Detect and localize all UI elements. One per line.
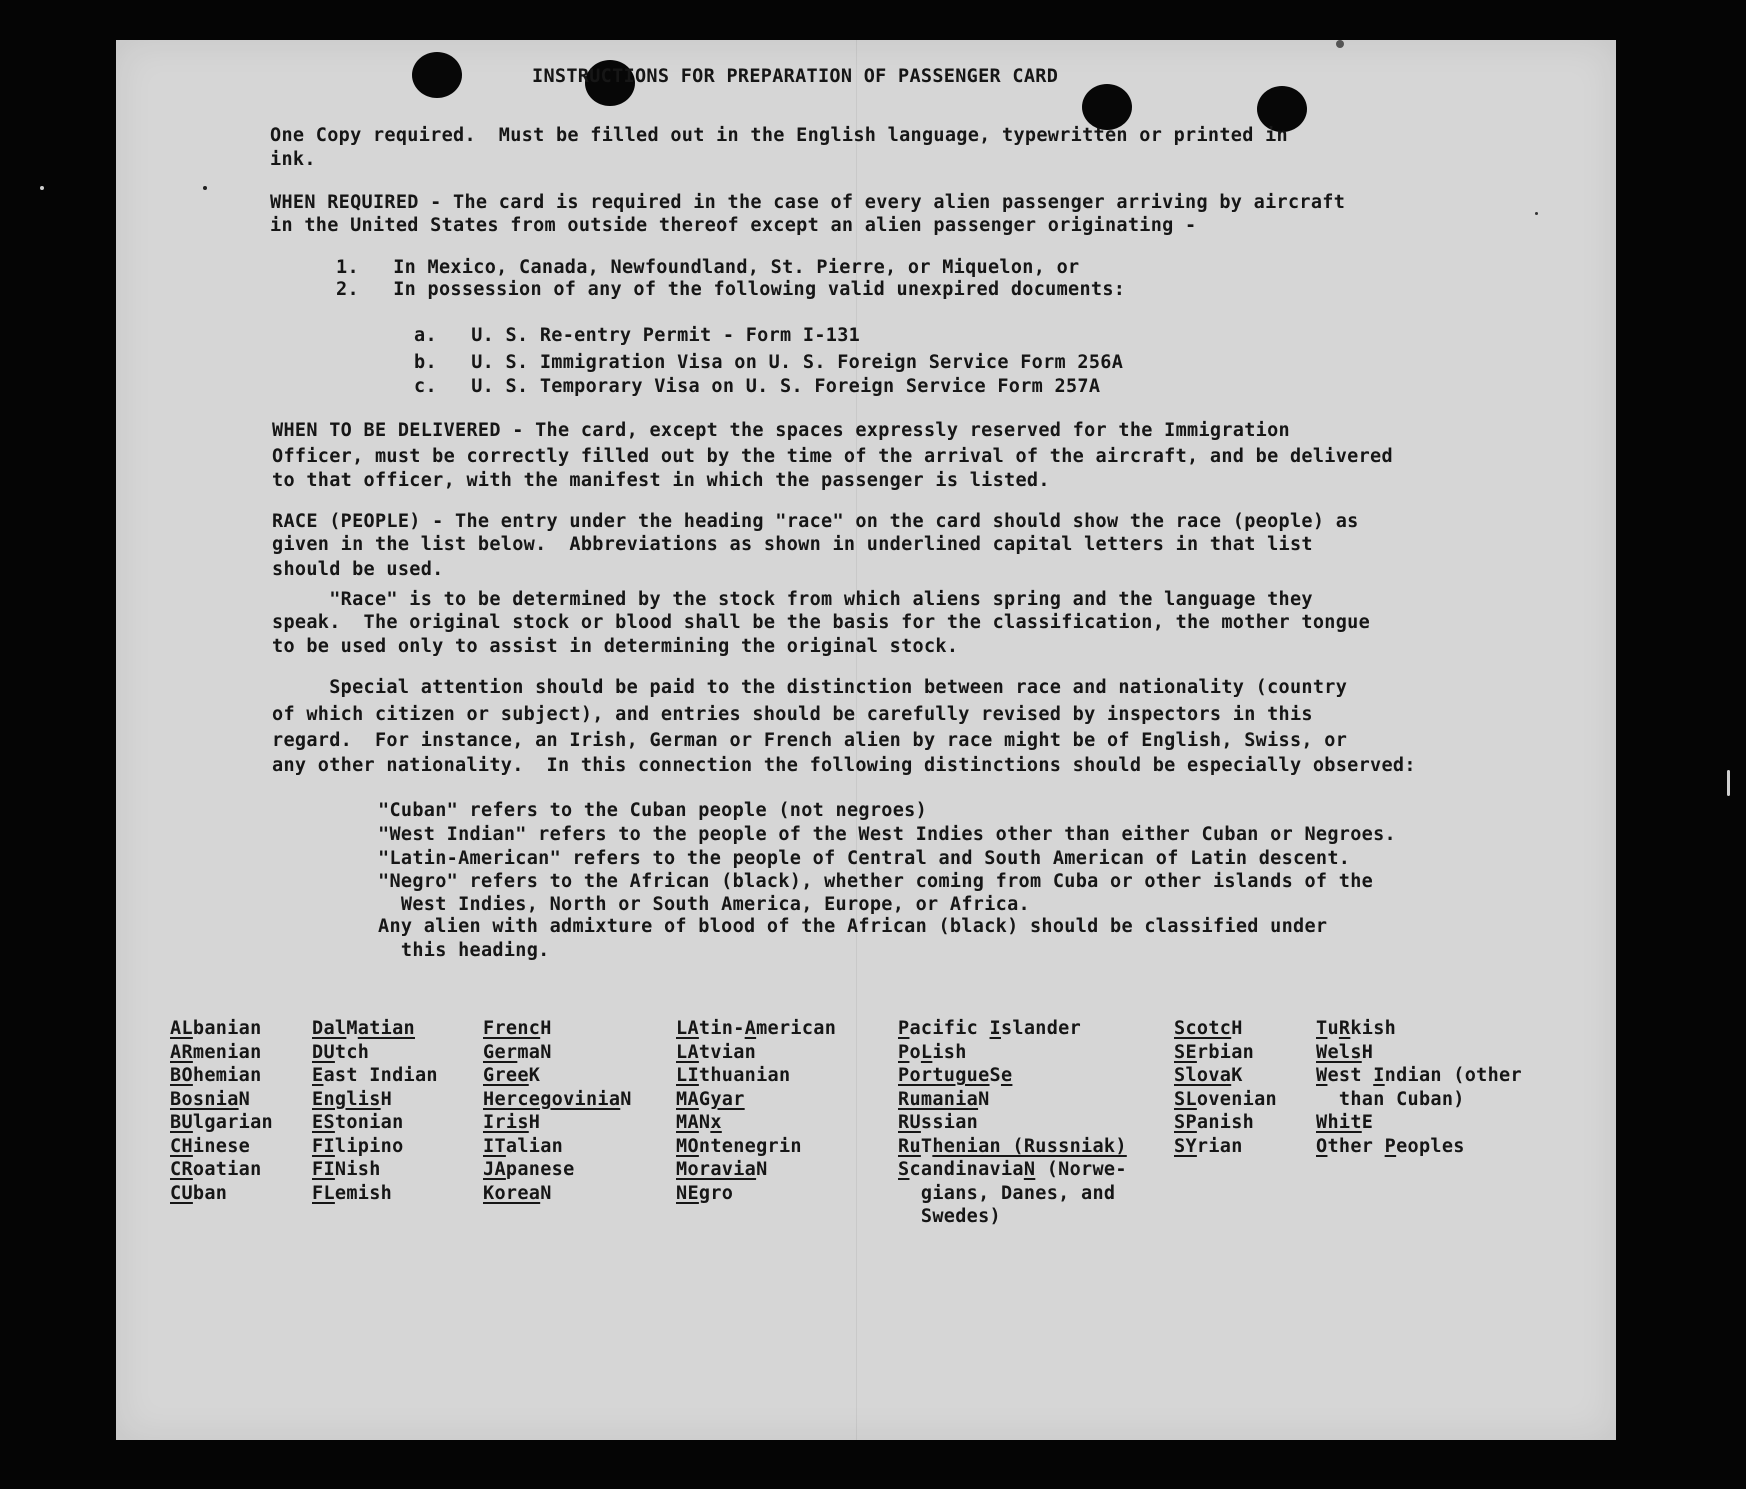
- distinction-line: "West Indian" refers to the people of the West Indies other than either Cuban or Negroes.: [378, 824, 1396, 845]
- race-entry: [483, 1135, 632, 1159]
- speck: [1336, 40, 1344, 48]
- race-abbreviation: A: [744, 1018, 757, 1039]
- delivered-line: WHEN TO BE DELIVERED - The card, except the spaces expressly reserved for the Immigration: [272, 420, 1290, 441]
- race-text: tonian: [334, 1112, 404, 1133]
- race-abbreviation: Scotc: [1174, 1018, 1232, 1039]
- race-entry: [676, 1017, 836, 1041]
- race-entry: [1174, 1064, 1277, 1088]
- race-abbreviation: Gree: [483, 1065, 529, 1086]
- race-abbreviation: Englis: [312, 1088, 381, 1110]
- race-entry: [170, 1088, 273, 1112]
- speck: [1535, 212, 1538, 215]
- race-entry: [1174, 1041, 1277, 1065]
- race-text: than Cuban): [1316, 1088, 1465, 1110]
- race-text: H: [380, 1088, 393, 1110]
- race-text: H: [1231, 1018, 1243, 1039]
- race-abbreviation: yar: [710, 1088, 745, 1110]
- race-entry: [170, 1064, 273, 1088]
- distinction-line: West Indies, North or South America, Europe, or Africa.: [378, 894, 1030, 915]
- race-entry: [312, 1064, 438, 1088]
- distinction-line: Any alien with admixture of blood of the African (black) should be classified under: [378, 916, 1328, 937]
- race-text: ther: [1327, 1135, 1385, 1157]
- special-attention-line: regard. For instance, an Irish, German or French alien by race might be of English, Swiss, or: [272, 730, 1348, 751]
- race-text: Nish: [334, 1159, 381, 1180]
- race-entry: [898, 1135, 1127, 1159]
- race-entry: [676, 1064, 836, 1088]
- race-text: tin-: [698, 1018, 745, 1039]
- race-entry: [312, 1158, 438, 1182]
- race-text: N: [540, 1182, 552, 1204]
- race-entry: [483, 1041, 632, 1065]
- lettered-item: c. U. S. Temporary Visa on U. S. Foreign Service Form 257A: [414, 376, 1101, 397]
- race-abbreviation: R: [1338, 1018, 1351, 1039]
- race-abbreviation: Ger: [483, 1041, 518, 1063]
- special-attention-line: any other nationality. In this connection the following distinctions should be especially observed:: [272, 755, 1416, 776]
- race-text: maN: [517, 1041, 552, 1063]
- numbered-item: 2. In possession of any of the following valid unexpired documents:: [336, 279, 1126, 300]
- race-text: thuanian: [698, 1065, 791, 1086]
- race-abbreviation: SL: [1174, 1088, 1197, 1110]
- race-abbreviation: S: [898, 1159, 910, 1180]
- race-definition-line: "Race" is to be determined by the stock from which aliens spring and the language they: [272, 589, 1313, 610]
- race-entry: [898, 1111, 1127, 1135]
- race-abbreviation: FI: [312, 1135, 335, 1157]
- race-text: ssian: [920, 1112, 979, 1133]
- race-text: emish: [334, 1182, 393, 1204]
- race-entry: [1316, 1041, 1522, 1065]
- copy-line: One Copy required. Must be filled out in the English language, typewritten or printed in: [270, 125, 1288, 146]
- punch-hole: [412, 52, 462, 98]
- race-entry: [170, 1158, 273, 1182]
- race-text: tch: [334, 1041, 370, 1063]
- race-text: T: [920, 1135, 933, 1157]
- race-text: lgarian: [192, 1112, 273, 1133]
- race-line: given in the list below. Abbreviations as shown in underlined capital letters in that list: [272, 534, 1313, 555]
- race-abbreviation: ES: [312, 1112, 335, 1133]
- race-text: N: [698, 1112, 711, 1133]
- race-text: ovenian: [1196, 1088, 1277, 1110]
- race-abbreviation: N: [1023, 1159, 1036, 1180]
- race-entry: [483, 1182, 632, 1206]
- speck: [40, 186, 44, 190]
- special-attention-line: of which citizen or subject), and entries should be carefully revised by inspectors in this: [272, 704, 1313, 725]
- race-abbreviation: O: [1316, 1135, 1328, 1157]
- race-text: banian: [192, 1018, 262, 1039]
- race-entry: [676, 1135, 836, 1159]
- race-abbreviation: I: [989, 1018, 1001, 1039]
- race-text: N: [238, 1088, 251, 1110]
- race-text: alian: [505, 1135, 564, 1157]
- race-entry: [1316, 1017, 1522, 1041]
- race-abbreviation: W: [1316, 1065, 1328, 1086]
- race-abbreviation: Portugue: [898, 1065, 990, 1086]
- race-abbreviation: BU: [170, 1112, 193, 1133]
- race-abbreviation: LA: [676, 1018, 699, 1039]
- delivered-line: Officer, must be correctly filled out by the time of the arrival of the aircraft, and be delivered: [272, 446, 1393, 467]
- race-abbreviation: Hercegovinia: [483, 1088, 621, 1110]
- race-text: panese: [505, 1159, 575, 1180]
- race-column: [1316, 1017, 1522, 1158]
- race-column: [170, 1017, 273, 1205]
- race-entry: [1316, 1135, 1522, 1159]
- race-column: [676, 1017, 836, 1205]
- race-entry: [676, 1158, 836, 1182]
- race-abbreviation: atian: [357, 1018, 415, 1039]
- race-entry: [483, 1158, 632, 1182]
- race-abbreviation: e: [1000, 1065, 1013, 1086]
- race-entry: [1174, 1088, 1277, 1112]
- race-entry: [483, 1017, 632, 1041]
- race-text: gro: [698, 1182, 734, 1204]
- race-abbreviation: Slova: [1174, 1065, 1232, 1086]
- race-entry: [170, 1111, 273, 1135]
- race-text: o: [909, 1041, 921, 1063]
- race-abbreviation: Korea: [483, 1182, 541, 1204]
- race-text: inese: [192, 1135, 251, 1157]
- when-required-line: in the United States from outside thereof except an alien passenger originating -: [270, 215, 1197, 236]
- race-column: [483, 1017, 632, 1205]
- race-abbreviation: DU: [312, 1041, 335, 1063]
- race-abbreviation: SE: [1174, 1041, 1197, 1063]
- race-entry: [898, 1017, 1127, 1041]
- race-text: candinavia: [909, 1159, 1024, 1180]
- race-column: [1174, 1017, 1277, 1158]
- race-abbreviation: JA: [483, 1159, 506, 1180]
- race-abbreviation: I: [1373, 1065, 1385, 1086]
- race-abbreviation: CU: [170, 1182, 193, 1204]
- race-text: menian: [192, 1041, 262, 1063]
- numbered-item: 1. In Mexico, Canada, Newfoundland, St. Pierre, or Miquelon, or: [336, 257, 1080, 278]
- race-entry: [898, 1064, 1127, 1088]
- punch-hole: [1082, 84, 1132, 130]
- race-text: H: [1361, 1041, 1374, 1063]
- race-abbreviation: CR: [170, 1159, 193, 1180]
- race-entry: [483, 1111, 632, 1135]
- race-abbreviation: SY: [1174, 1135, 1197, 1157]
- race-entry: [170, 1041, 273, 1065]
- race-text: kish: [1350, 1018, 1397, 1039]
- race-entry: [898, 1158, 1127, 1182]
- race-abbreviation: Whit: [1316, 1112, 1362, 1133]
- race-text: rian: [1196, 1135, 1243, 1157]
- race-abbreviation: AL: [170, 1018, 193, 1039]
- race-text: ish: [932, 1041, 967, 1063]
- race-text: H: [528, 1112, 541, 1133]
- copy-line: ink.: [270, 149, 316, 170]
- race-text: N: [756, 1159, 768, 1180]
- race-abbreviation: Rumania: [898, 1088, 979, 1110]
- race-abbreviation: P: [898, 1041, 910, 1063]
- race-entry: [312, 1135, 438, 1159]
- race-entry: [170, 1017, 273, 1041]
- race-text: est: [1327, 1065, 1374, 1086]
- race-abbreviation: P: [898, 1018, 910, 1039]
- race-text: K: [528, 1065, 541, 1086]
- race-text: H: [540, 1018, 552, 1039]
- race-entry: [483, 1088, 632, 1112]
- distinction-line: this heading.: [378, 940, 550, 961]
- race-text: anish: [1196, 1112, 1255, 1133]
- race-abbreviation: L: [920, 1041, 933, 1063]
- distinction-line: "Cuban" refers to the Cuban people (not negroes): [378, 800, 928, 821]
- race-entry: [170, 1135, 273, 1159]
- delivered-line: to that officer, with the manifest in which the passenger is listed.: [272, 470, 1050, 491]
- distinction-line: "Latin-American" refers to the people of Central and South American of Latin descent.: [378, 848, 1351, 869]
- race-text: G: [698, 1088, 711, 1110]
- race-abbreviation: RU: [898, 1112, 921, 1133]
- speck: [203, 186, 207, 190]
- race-entry: [312, 1088, 438, 1112]
- race-abbreviation: x: [710, 1112, 722, 1133]
- race-abbreviation: Iris: [483, 1112, 529, 1133]
- special-attention-line: Special attention should be paid to the distinction between race and nationality (country: [272, 677, 1348, 698]
- race-text: hemian: [192, 1065, 262, 1086]
- race-text: Swedes): [898, 1206, 1001, 1227]
- race-abbreviation: IT: [483, 1135, 506, 1157]
- lettered-item: b. U. S. Immigration Visa on U. S. Foreign Service Form 256A: [414, 352, 1124, 373]
- when-required-line: WHEN REQUIRED - The card is required in the case of every alien passenger arriving by aircraft: [270, 192, 1346, 213]
- race-text: K: [1231, 1065, 1243, 1086]
- race-text: ndian (other: [1384, 1065, 1522, 1086]
- race-entry: [1174, 1111, 1277, 1135]
- race-text: ban: [192, 1182, 228, 1204]
- race-abbreviation: T: [1316, 1018, 1328, 1039]
- race-abbreviation: Bosnia: [170, 1088, 239, 1110]
- race-text: ast Indian: [323, 1065, 438, 1086]
- lettered-item: a. U. S. Re-entry Permit - Form I-131: [414, 325, 861, 346]
- race-entry: [1316, 1064, 1522, 1088]
- race-abbreviation: Frenc: [483, 1018, 541, 1039]
- race-entry: [1174, 1135, 1277, 1159]
- race-entry: [312, 1182, 438, 1206]
- race-entry: [483, 1064, 632, 1088]
- page-title: INSTRUCTIONS FOR PREPARATION OF PASSENGER CARD: [532, 66, 1059, 87]
- race-abbreviation: MA: [676, 1088, 699, 1110]
- race-abbreviation: BO: [170, 1065, 193, 1086]
- race-abbreviation: Ru: [898, 1135, 921, 1157]
- race-abbreviation: AR: [170, 1041, 193, 1063]
- race-abbreviation: MO: [676, 1135, 699, 1157]
- race-text: ntenegrin: [698, 1135, 802, 1157]
- race-entry: [676, 1041, 836, 1065]
- race-abbreviation: Wels: [1316, 1041, 1362, 1063]
- race-abbreviation: NE: [676, 1182, 699, 1204]
- race-text: oatian: [192, 1159, 262, 1180]
- race-entry: [1316, 1111, 1522, 1135]
- race-text: tvian: [698, 1041, 757, 1063]
- race-entry: [898, 1041, 1127, 1065]
- race-definition-line: speak. The original stock or blood shall be the basis for the classification, the mother tongue: [272, 612, 1371, 633]
- race-line: should be used.: [272, 559, 444, 580]
- race-entry: [312, 1041, 438, 1065]
- race-text: N: [978, 1088, 990, 1110]
- race-column: [312, 1017, 438, 1205]
- race-text: eoples: [1396, 1135, 1465, 1157]
- race-text: rbian: [1196, 1041, 1255, 1063]
- race-abbreviation: FI: [312, 1159, 335, 1180]
- race-abbreviation: E: [312, 1065, 324, 1086]
- race-abbreviation: henian (Russniak): [932, 1135, 1127, 1157]
- race-text: N: [620, 1088, 632, 1110]
- race-definition-line: to be used only to assist in determining the original stock.: [272, 636, 959, 657]
- race-text: gians, Danes, and: [898, 1182, 1116, 1204]
- race-text: S: [989, 1065, 1001, 1086]
- race-abbreviation: Dal: [312, 1018, 347, 1039]
- distinction-line: "Negro" refers to the African (black), whether coming from Cuba or other islands of the: [378, 871, 1374, 892]
- race-column: [898, 1017, 1127, 1229]
- race-text: (Norwe-: [1035, 1159, 1127, 1180]
- race-abbreviation: MA: [676, 1112, 699, 1133]
- race-entry: [312, 1017, 438, 1041]
- race-abbreviation: SP: [1174, 1112, 1197, 1133]
- race-text: M: [346, 1018, 358, 1039]
- race-entry: [676, 1088, 836, 1112]
- race-text: acific: [909, 1018, 990, 1039]
- race-entry: [312, 1111, 438, 1135]
- race-entry: [676, 1111, 836, 1135]
- race-abbreviation: LA: [676, 1041, 699, 1063]
- race-text: u: [1327, 1018, 1339, 1039]
- race-text: E: [1361, 1112, 1374, 1133]
- race-abbreviation: P: [1384, 1135, 1397, 1157]
- race-text: slander: [1000, 1018, 1082, 1039]
- speck: [1727, 770, 1730, 796]
- race-abbreviation: Moravia: [676, 1159, 757, 1180]
- race-entry: [1316, 1088, 1522, 1112]
- race-entry: [170, 1182, 273, 1206]
- race-abbreviation: CH: [170, 1135, 193, 1157]
- race-entry: [676, 1182, 836, 1206]
- race-abbreviation: FL: [312, 1182, 335, 1204]
- race-text: merican: [756, 1018, 837, 1039]
- race-entry: [898, 1182, 1127, 1206]
- race-text: lipino: [334, 1135, 404, 1157]
- race-entry: [898, 1205, 1127, 1229]
- race-entry: [898, 1088, 1127, 1112]
- race-abbreviation: LI: [676, 1065, 699, 1086]
- race-line: RACE (PEOPLE) - The entry under the heading "race" on the card should show the race (people) as: [272, 511, 1359, 532]
- race-entry: [1174, 1017, 1277, 1041]
